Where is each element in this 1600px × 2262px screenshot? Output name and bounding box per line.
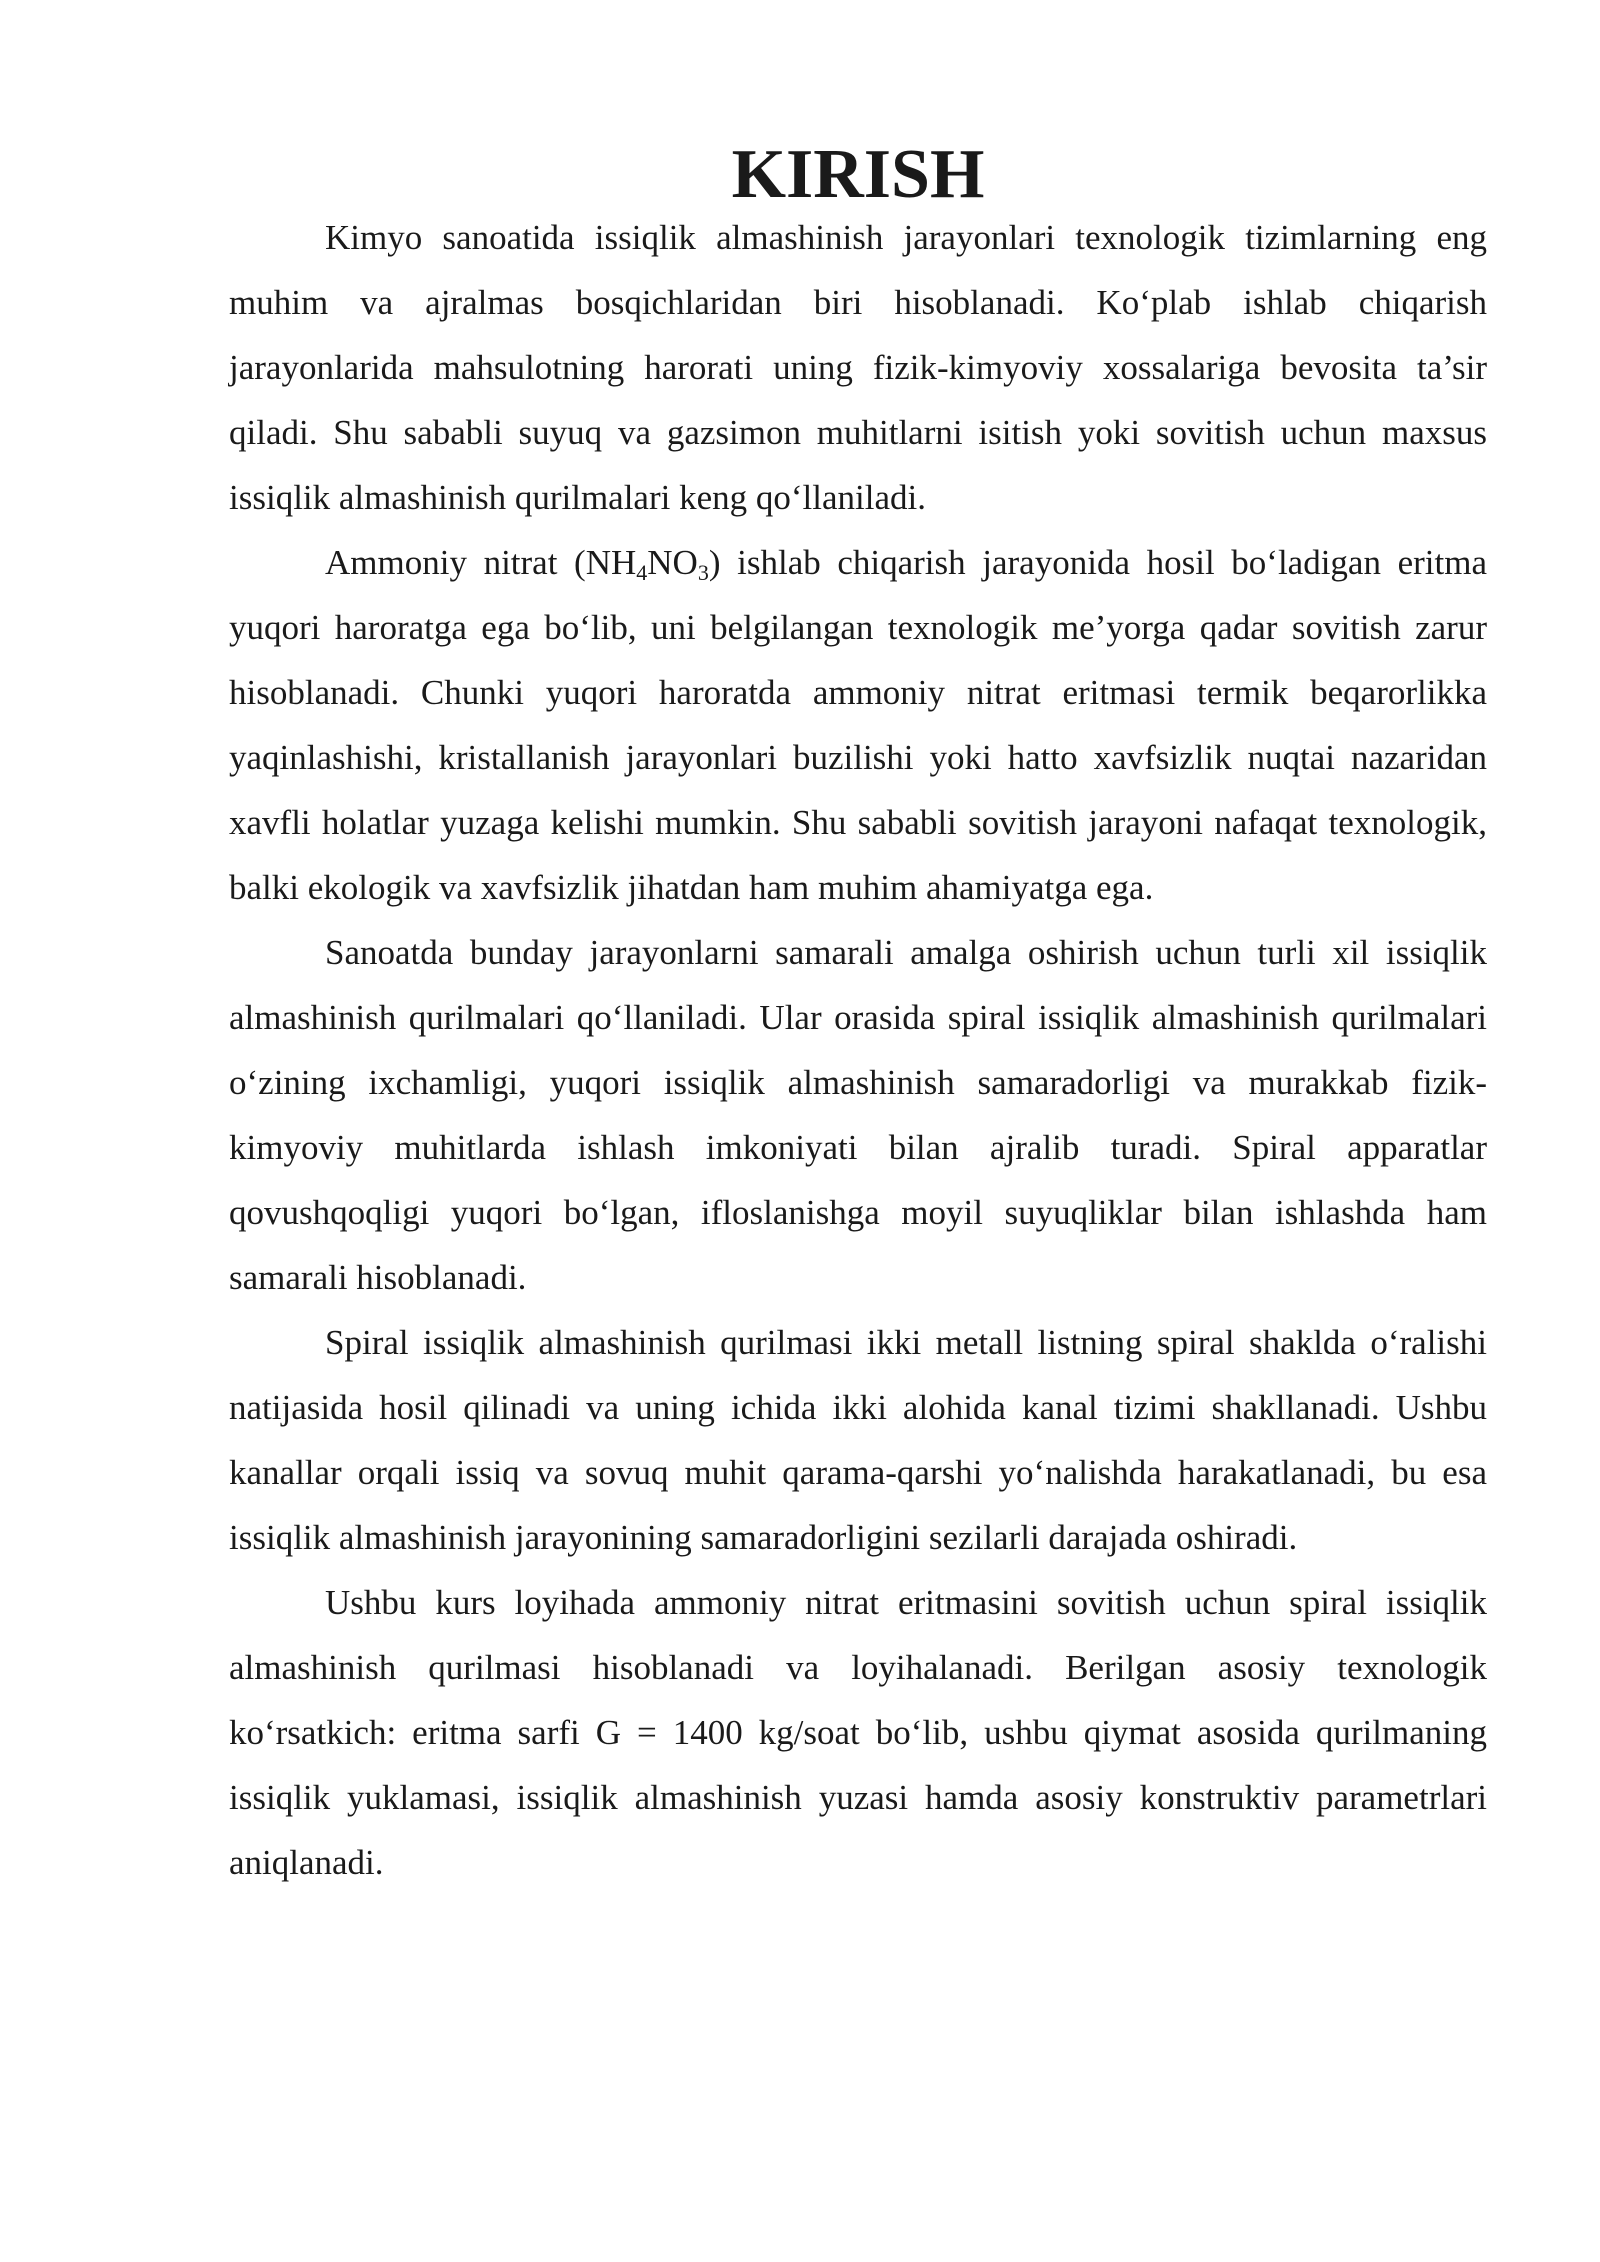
paragraph-1: Kimyo sanoatida issiqlik almashinish jarayonlari texnologik tizimlarning eng muhim va ajralmas bosqichlaridan biri hisoblanadi. Ko‘plab ishlab chiqarish jarayonlarida mahsulotning harorati uning fizik-kimyoviy xossalariga bevosita ta’sir qiladi. Shu sababli suyuq va gazsimon muhitlarni isitish yoki sovitish uchun maxsus issiqlik almashinish qurilmalari keng qo‘llaniladi. (229, 218, 1487, 517)
paragraph-3: Sanoatda bunday jarayonlarni samarali amalga oshirish uchun turli xil issiqlik almashinish qurilmalari qo‘llaniladi. Ular orasida spiral issiqlik almashinish qurilmalari o‘zining ixchamligi, yuqori issiqlik almashinish samaradorligi va murakkab fizik-kimyoviy muhitlarda ishlash imkoniyati bilan ajralib turadi. Spiral apparatlar qovushqoqligi yuqori bo‘lgan, ifloslanishga moyil suyuqliklar bilan ishlashda ham samarali hisoblanadi. (229, 933, 1487, 1297)
paragraph-2-text-middle: NO (647, 543, 698, 582)
paragraph-4: Spiral issiqlik almashinish qurilmasi ikki metall listning spiral shaklda o‘ralishi natijasida hosil qilinadi va uning ichida ikki alohida kanal tizimi shakllanadi. Ushbu kanallar orqali issiq va sovuq muhit qarama-qarshi yo‘nalishda harakatlanadi, bu esa issiqlik almashinish jarayonining samaradorligini sezilarli darajada oshiradi. (229, 1323, 1487, 1557)
paragraph-2-text-after: ) ishlab chiqarish jarayonida hosil bo‘ladigan eritma yuqori haroratga ega bo‘lib, uni belgilangan texnologik me’yorga qadar sovitish zarur hisoblanadi. Chunki yuqori haroratda ammoniy nitrat eritmasi termik beqarorlikka yaqinlashishi, kristallanish jarayonlari buzilishi yoki hatto xavfsizlik nuqtai nazaridan xavfli holatlar yuzaga kelishi mumkin. Shu sababli sovitish jarayoni nafaqat texnologik, balki ekologik va xavfsizlik jihatdan ham muhim ahamiyatga ega. (229, 543, 1487, 907)
subscript-4: 4 (636, 560, 648, 585)
paragraph-2 (229, 530, 1487, 920)
paragraph-2-text-before: Ammoniy nitrat (NH (325, 543, 637, 582)
subscript-3: 3 (697, 560, 709, 585)
paragraph-5: Ushbu kurs loyihada ammoniy nitrat eritmasini sovitish uchun spiral issiqlik almashinish qurilmasi hisoblanadi va loyihalanadi. Berilgan asosiy texnologik ko‘rsatkich: eritma sarfi G = 1400 kg/soat bo‘lib, ushbu qiymat asosida qurilmaning issiqlik yuklamasi, issiqlik almashinish yuzasi hamda asosiy konstruktiv parametrlari aniqlanadi. (229, 1583, 1487, 1882)
document-body (229, 136, 1487, 1895)
page-title: KIRISH (731, 136, 985, 213)
